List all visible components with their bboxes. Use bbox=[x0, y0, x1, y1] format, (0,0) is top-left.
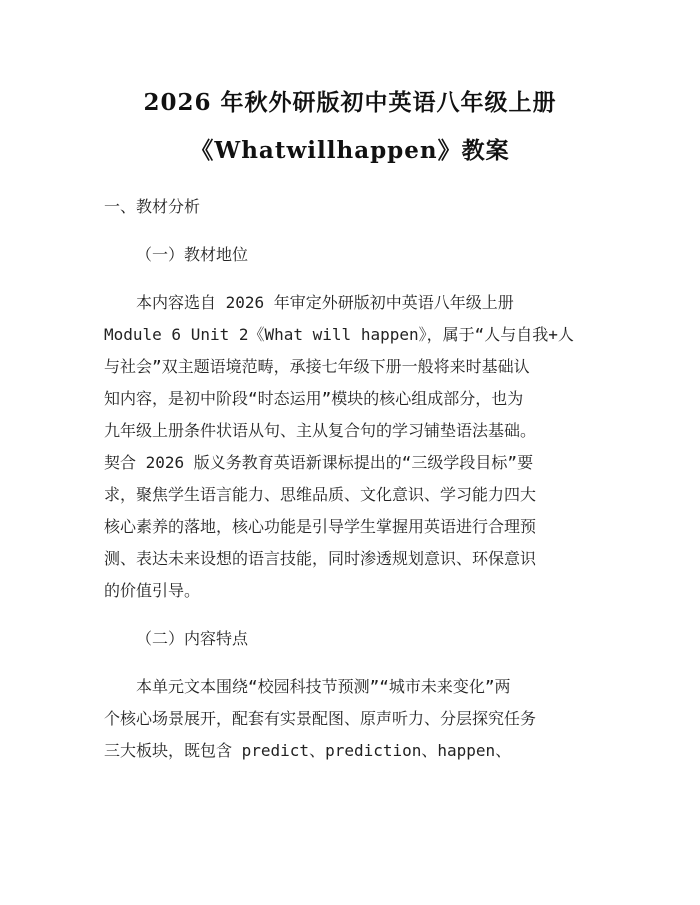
title-line-1: 2026 年秋外研版初中英语八年级上册 bbox=[143, 89, 557, 116]
subsection-heading: （一）教材地位 bbox=[136, 245, 249, 264]
paragraph-line: 三大板块，既包含 predict、prediction、happen、 bbox=[104, 741, 512, 760]
paragraph-line: 的价值引导。 bbox=[104, 581, 201, 600]
paragraph-line: 个核心场景展开，配套有实景配图、原声听力、分层探究任务 bbox=[104, 709, 537, 728]
section-heading: 一、教材分析 bbox=[104, 197, 201, 216]
paragraph-line: 求，聚焦学生语言能力、思维品质、文化意识、学习能力四大 bbox=[104, 485, 537, 504]
paragraph-line: 九年级上册条件状语从句、主从复合句的学习铺垫语法基础。 bbox=[104, 421, 537, 440]
paragraph-line: 知内容，是初中阶段“时态运用”模块的核心组成部分，也为 bbox=[104, 389, 524, 408]
paragraph-line: 核心素养的落地，核心功能是引导学生掌握用英语进行合理预 bbox=[104, 517, 537, 536]
subsection-heading: （二）内容特点 bbox=[136, 629, 249, 648]
paragraph-line: Module 6 Unit 2《What will happen》，属于“人与自我+人 bbox=[104, 325, 574, 344]
paragraph-line: 契合 2026 版义务教育英语新课标提出的“三级学段目标”要 bbox=[104, 453, 534, 472]
paragraph-line: 测、表达未来设想的语言技能，同时渗透规划意识、环保意识 bbox=[104, 549, 537, 568]
paragraph-line: 与社会”双主题语境范畴，承接七年级下册一般将来时基础认 bbox=[104, 357, 530, 376]
paragraph-line: 本单元文本围绕“校园科技节预测”“城市未来变化”两 bbox=[136, 677, 511, 696]
title-line-2: 《Whatwillhappen》教案 bbox=[190, 137, 510, 164]
paragraph-line: 本内容选自 2026 年审定外研版初中英语八年级上册 bbox=[136, 293, 514, 312]
